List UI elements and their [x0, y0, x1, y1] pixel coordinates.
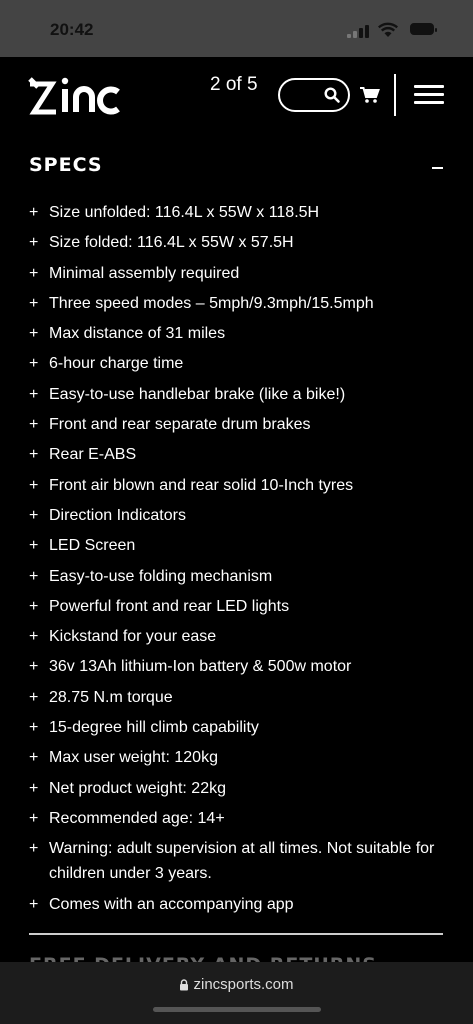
plus-icon: + [29, 506, 39, 524]
plus-icon: + [29, 840, 39, 858]
spec-item-text: Recommended age: 14+ [49, 809, 225, 827]
plus-icon: + [29, 416, 39, 434]
plus-icon: + [29, 446, 39, 464]
specs-heading[interactable]: SPECS [29, 154, 103, 176]
spec-item-text: 36v 13Ah lithium-Ion battery & 500w motor [49, 658, 352, 676]
spec-item [29, 351, 449, 376]
spec-list [29, 200, 449, 922]
spec-item-text: Kickstand for your ease [49, 628, 217, 646]
svg-text:ZINC: ZINC [28, 75, 31, 76]
header-divider [394, 74, 396, 116]
spec-item-text: Front air blown and rear solid 10-Inch tyres [49, 476, 354, 494]
plus-icon: + [29, 895, 39, 913]
spec-item-text: Max user weight: 120kg [49, 749, 218, 767]
menu-icon[interactable] [414, 85, 444, 105]
spec-item [29, 200, 449, 225]
spec-item-text: Comes with an accompanying app [49, 895, 294, 913]
plus-icon: + [29, 385, 39, 403]
spec-item-text: Minimal assembly required [49, 264, 240, 282]
url-text: zincsports.com [193, 976, 294, 993]
spec-item [29, 321, 449, 346]
spec-item [29, 382, 449, 407]
spec-item-text: Net product weight: 22kg [49, 779, 226, 797]
spec-item-text: Max distance of 31 miles [49, 325, 226, 343]
plus-icon: + [29, 264, 39, 282]
plus-icon: + [29, 719, 39, 737]
spec-item-text: Easy-to-use handlebar brake (like a bike!) [49, 385, 346, 403]
plus-icon: + [29, 658, 39, 676]
page-indicator: 2 of 5 [210, 74, 258, 95]
status-bar [0, 0, 473, 57]
spec-item-text: Size folded: 116.4L x 55W x 57.5H [49, 234, 294, 252]
spec-item-text: Warning: adult supervision at all times. Not suitable for children under 3 years. [49, 840, 435, 883]
spec-item-text: Rear E-ABS [49, 446, 137, 464]
plus-icon: + [29, 234, 39, 252]
spec-item-text: Direction Indicators [49, 506, 186, 524]
spec-item-text: 6-hour charge time [49, 355, 184, 373]
spec-item [29, 442, 449, 467]
spec-item [29, 473, 449, 498]
plus-icon: + [29, 537, 39, 555]
battery-icon [410, 23, 434, 35]
home-indicator [153, 1007, 321, 1012]
spec-item [29, 564, 449, 589]
site-header [0, 57, 473, 137]
spec-item [29, 685, 449, 710]
spec-item [29, 624, 449, 649]
status-time: 20:42 [50, 20, 94, 39]
section-divider [29, 933, 443, 935]
plus-icon: + [29, 628, 39, 646]
search-button[interactable] [278, 78, 350, 112]
spec-item [29, 533, 449, 558]
plus-icon: + [29, 809, 39, 827]
signal-icon [347, 24, 373, 38]
spec-item [29, 654, 449, 679]
plus-icon: + [29, 204, 39, 221]
plus-icon: + [29, 597, 39, 615]
spec-item-text: Three speed modes – 5mph/9.3mph/15.5mph [49, 294, 374, 312]
spec-item-text: Powerful front and rear LED lights [49, 597, 290, 615]
plus-icon: + [29, 294, 39, 312]
spec-item-text: LED Screen [49, 537, 136, 555]
plus-icon: + [29, 688, 39, 706]
spec-item [29, 745, 449, 770]
wifi-icon [377, 22, 399, 38]
plus-icon: + [29, 476, 39, 494]
spec-item-text: Easy-to-use folding mechanism [49, 567, 273, 585]
spec-item [29, 776, 449, 801]
spec-item [29, 594, 449, 619]
plus-icon: + [29, 779, 39, 797]
spec-item [29, 230, 449, 255]
spec-item-text: 28.75 N.m torque [49, 688, 173, 706]
zinc-logo[interactable] [28, 75, 150, 117]
search-icon [324, 87, 340, 103]
collapse-icon[interactable] [432, 167, 443, 169]
spec-item [29, 715, 449, 740]
spec-item-text: Front and rear separate drum brakes [49, 416, 311, 434]
spec-item [29, 261, 449, 286]
spec-item [29, 892, 449, 917]
plus-icon: + [29, 355, 39, 373]
spec-item-text: Size unfolded: 116.4L x 55W x 118.5H [49, 204, 320, 221]
spec-item [29, 503, 449, 528]
cart-icon[interactable] [360, 86, 380, 104]
plus-icon: + [29, 567, 39, 585]
spec-item [29, 412, 449, 437]
plus-icon: + [29, 325, 39, 343]
spec-item-text: 15-degree hill climb capability [49, 719, 259, 737]
browser-address-bar[interactable] [0, 962, 473, 1024]
plus-icon: + [29, 749, 39, 767]
lock-icon [179, 979, 189, 991]
spec-item [29, 806, 449, 831]
spec-item [29, 836, 449, 886]
spec-item [29, 291, 449, 316]
url-field[interactable] [0, 976, 473, 993]
